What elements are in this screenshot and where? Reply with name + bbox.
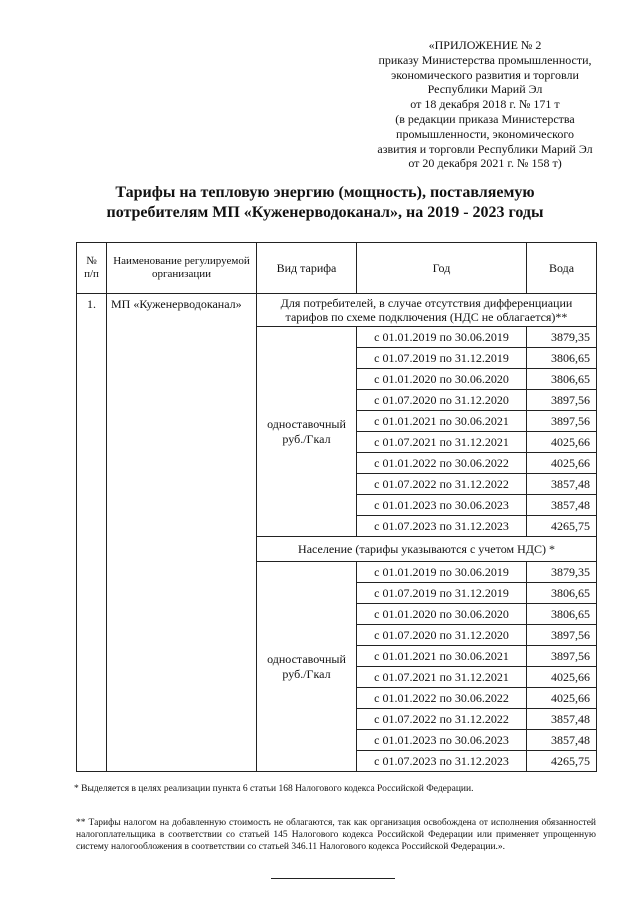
tariff-type: одноставочный руб./Гкал: [257, 562, 357, 772]
value-cell: 3806,65: [527, 604, 597, 625]
value-cell: 3897,56: [527, 646, 597, 667]
period-cell: с 01.01.2019 по 30.06.2019: [357, 562, 527, 583]
closing-rule: [271, 878, 395, 879]
value-cell: 3857,48: [527, 709, 597, 730]
title-line-1: Тарифы на тепловую энергию (мощность), поставляемую: [115, 184, 535, 201]
section-heading: Население (тарифы указываются с учетом НДС) *: [257, 537, 597, 562]
header-type: Вид тарифа: [257, 243, 357, 294]
title-line-2: потребителям МП «Куженерводоканал», на 2019 - 2023 годы: [106, 204, 544, 221]
appendix-line: экономического развития и торговли: [391, 67, 579, 82]
table-header-row: [77, 243, 597, 294]
period-cell: с 01.01.2022 по 30.06.2022: [357, 453, 527, 474]
period-cell: с 01.07.2019 по 31.12.2019: [357, 583, 527, 604]
appendix-block: [355, 38, 615, 171]
value-cell: 3806,65: [527, 348, 597, 369]
period-cell: с 01.07.2019 по 31.12.2019: [357, 348, 527, 369]
value-cell: 3897,56: [527, 411, 597, 432]
period-cell: с 01.07.2022 по 31.12.2022: [357, 709, 527, 730]
header-year: Год: [357, 243, 527, 294]
value-cell: 3879,35: [527, 327, 597, 348]
value-cell: 3806,65: [527, 369, 597, 390]
appendix-line: от 18 декабря 2018 г. № 171 т: [410, 97, 560, 112]
period-cell: с 01.07.2023 по 31.12.2023: [357, 516, 527, 537]
value-cell: 3857,48: [527, 474, 597, 495]
period-cell: с 01.01.2022 по 30.06.2022: [357, 688, 527, 709]
appendix-line: азвития и торговли Республики Марий Эл: [377, 141, 593, 156]
value-cell: 4025,66: [527, 688, 597, 709]
appendix-line: от 20 декабря 2021 г. № 158 т): [408, 156, 562, 171]
value-cell: 3897,56: [527, 625, 597, 646]
period-cell: с 01.01.2023 по 30.06.2023: [357, 730, 527, 751]
period-cell: с 01.01.2021 по 30.06.2021: [357, 646, 527, 667]
section-heading: Для потребителей, в случае отсутствия дифференциации тарифов по схеме подключения (НДС не облагается)**: [257, 294, 597, 327]
value-cell: 4025,66: [527, 453, 597, 474]
value-cell: 4025,66: [527, 667, 597, 688]
document-title: [40, 183, 610, 223]
appendix-line: (в редакции приказа Министерства: [395, 111, 575, 126]
period-cell: с 01.07.2021 по 31.12.2021: [357, 432, 527, 453]
footnote-1: * Выделяется в целях реализации пункта 6 статьи 168 Налогового кодекса Российской Федерации.: [74, 784, 474, 794]
period-cell: с 01.07.2022 по 31.12.2022: [357, 474, 527, 495]
section-heading-row: [77, 294, 597, 327]
period-cell: с 01.07.2021 по 31.12.2021: [357, 667, 527, 688]
appendix-line: промышленности, экономического: [396, 126, 574, 141]
tariff-type: одноставочный руб./Гкал: [257, 327, 357, 537]
org-name: МП «Куженерводоканал»: [107, 294, 257, 772]
period-cell: с 01.01.2021 по 30.06.2021: [357, 411, 527, 432]
value-cell: 4025,66: [527, 432, 597, 453]
value-cell: 3857,48: [527, 730, 597, 751]
appendix-line: Республики Марий Эл: [427, 82, 543, 97]
row-number: 1.: [77, 294, 107, 772]
appendix-line: приказу Министерства промышленности,: [378, 52, 592, 67]
header-org: Наименование регулируемой организации: [107, 243, 257, 294]
value-cell: 3879,35: [527, 562, 597, 583]
value-cell: 3806,65: [527, 583, 597, 604]
period-cell: с 01.07.2020 по 31.12.2020: [357, 390, 527, 411]
period-cell: с 01.07.2020 по 31.12.2020: [357, 625, 527, 646]
header-water: Вода: [527, 243, 597, 294]
period-cell: с 01.01.2019 по 30.06.2019: [357, 327, 527, 348]
appendix-line: «ПРИЛОЖЕНИЕ № 2: [428, 38, 542, 52]
period-cell: с 01.01.2020 по 30.06.2020: [357, 369, 527, 390]
period-cell: с 01.07.2023 по 31.12.2023: [357, 751, 527, 772]
value-cell: 4265,75: [527, 516, 597, 537]
tariff-table: [76, 242, 597, 772]
value-cell: 4265,75: [527, 751, 597, 772]
header-num: № п/п: [77, 243, 107, 294]
period-cell: с 01.01.2023 по 30.06.2023: [357, 495, 527, 516]
value-cell: 3897,56: [527, 390, 597, 411]
period-cell: с 01.01.2020 по 30.06.2020: [357, 604, 527, 625]
footnote-2: ** Тарифы налогом на добавленную стоимость не облагаются, так как организация освобождена от исполнения обязанностей налогоплательщика в соответствии со статьей 145 Налогового кодекса Российской Федерации или применяет упрощенную систему налогообложения в соответствии со статьей 346.11 Налогового кодекса Российской Федерации.».: [76, 818, 596, 852]
value-cell: 3857,48: [527, 495, 597, 516]
